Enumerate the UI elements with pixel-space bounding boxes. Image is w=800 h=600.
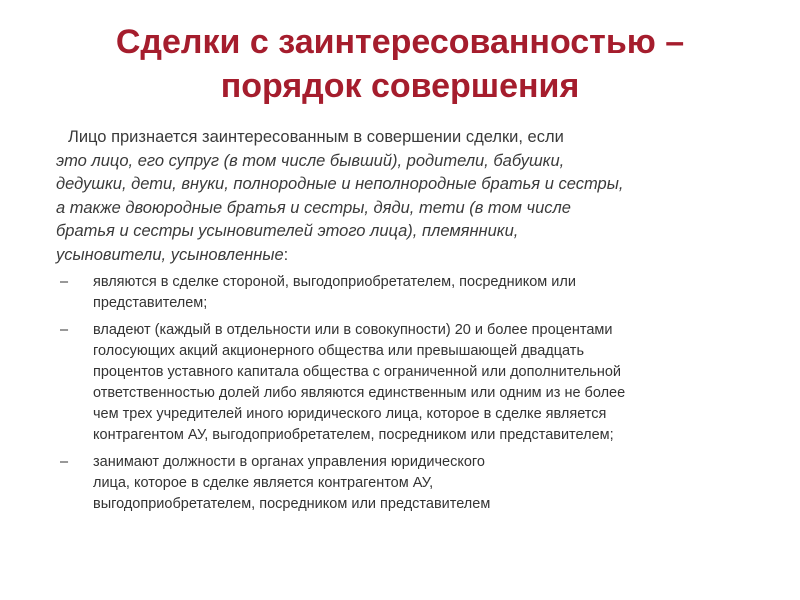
intro-italic-line: братья и сестры усыновителей этого лица), племянники, — [56, 222, 519, 240]
condition-item — [60, 320, 760, 446]
condition-line: выгодоприобретателем, посредником или представителем — [93, 496, 491, 512]
bullet-dash: – — [60, 322, 69, 338]
intro-italic-line: усыновители, усыновленные — [56, 245, 284, 264]
slide-title-line-1: Сделки с заинтересованностью – — [115, 23, 685, 61]
slide-title-line-2: порядок совершения — [220, 67, 580, 105]
intro-italic-line: дедушки, дети, внуки, полнородные и неполнородные братья и сестры, — [56, 175, 624, 193]
intro-italic-line: это лицо, его супруг (в том числе бывший), родители, бабушки, — [56, 151, 565, 170]
bullet-dash: – — [60, 274, 69, 290]
intro-lead: Лицо признается заинтересованным в совершении сделки, если — [68, 128, 564, 146]
condition-line: чем трех учредителей иного юридического лица, которое в сделке является — [93, 406, 607, 422]
condition-line: ответственностью долей либо являются единственным или одним из не более — [93, 385, 626, 401]
slide-title — [40, 20, 760, 108]
intro-colon: : — [283, 245, 289, 264]
intro-paragraph — [56, 126, 736, 267]
condition-line: представителем; — [93, 295, 208, 311]
condition-list — [60, 272, 760, 521]
condition-item — [60, 272, 760, 314]
condition-item — [60, 452, 760, 515]
condition-line: голосующих акций акционерного общества или превышающей двадцать — [93, 343, 584, 359]
condition-text — [93, 320, 760, 446]
condition-line: владеют (каждый в отдельности или в совокупности) 20 и более процентами — [93, 322, 613, 338]
condition-text — [93, 272, 760, 314]
condition-line: лица, которое в сделке является контрагентом АУ, — [93, 475, 434, 491]
condition-text — [93, 452, 760, 515]
condition-line: являются в сделке стороной, выгодоприобретателем, посредником или — [93, 274, 576, 290]
condition-line: процентов уставного капитала общества с ограниченной или дополнительной — [93, 364, 622, 380]
intro-italic-line: а также двоюродные братья и сестры, дяди, тети (в том числе — [56, 198, 571, 217]
bullet-dash: – — [60, 454, 69, 470]
condition-line: занимают должности в органах управления юридического — [93, 454, 485, 470]
condition-line: контрагентом АУ, выгодоприобретателем, посредником или представителем; — [93, 427, 614, 443]
